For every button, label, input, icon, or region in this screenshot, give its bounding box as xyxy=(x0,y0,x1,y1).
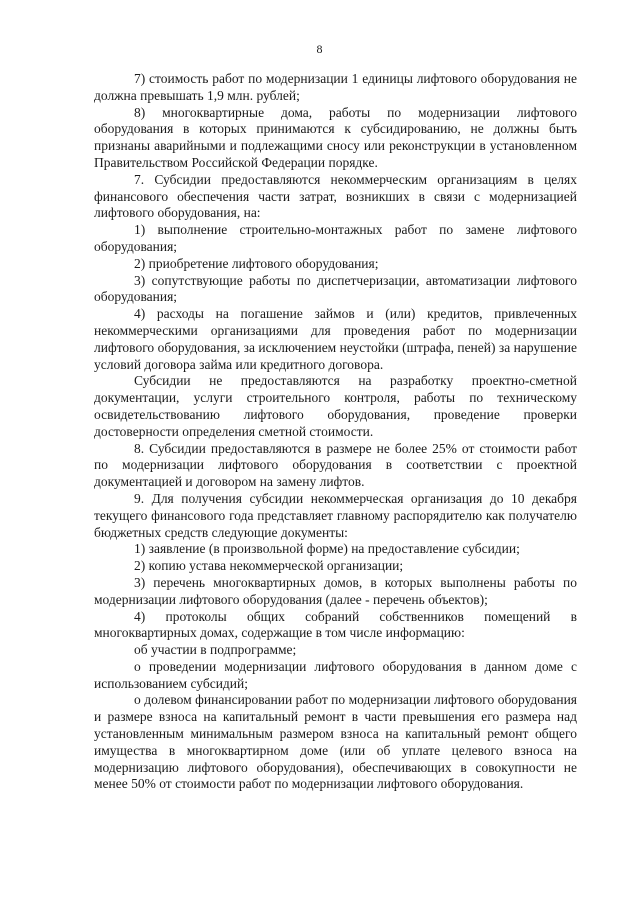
document-body xyxy=(94,71,577,793)
paragraph-info-modernization: о проведении модернизации лифтового оборудования в данном доме с использованием субсидий; xyxy=(94,658,577,691)
paragraph-section-7: 7. Субсидии предоставляются некоммерческим организациям в целях финансового обеспечения части затрат, возникших в связи с модернизацией лифтового оборудования, на: xyxy=(94,171,577,221)
paragraph-list-item-1: 1) выполнение строительно-монтажных работ по замене лифтового оборудования; xyxy=(94,222,577,254)
paragraph-list-item-4: 4) расходы на погашение займов и (или) кредитов, привлеченных некоммерческими организациями для проведения работ по модернизации лифтового оборудования, за исключением неустойки (штрафа, пеней) за нарушение условий договора займа или кредитного договора. xyxy=(94,306,577,372)
paragraph-info-cofinancing: о долевом финансировании работ по модернизации лифтового оборудования и размере взноса на капитальный ремонт в части превышения его размера над установленным минимальным размером взноса на капитальный ремонт общего имущества в многоквартирном доме (или об уплате целевого взноса на модернизацию лифтового оборудования), обеспечивающих в совокупности не менее 50% от стоимости работ по модернизации лифтового оборудования. xyxy=(94,692,577,792)
page-number: 8 xyxy=(316,42,323,56)
paragraph-list-item-3: 3) сопутствующие работы по диспетчеризации, автоматизации лифтового оборудования; xyxy=(94,272,577,305)
paragraph-item-8-emergency-houses: 8) многоквартирные дома, работы по модернизации лифтового оборудования в которых принимаются к субсидированию, не должны быть признаны аварийными и подлежащими сносу или реконструкции в установленном Правительством Российской Федерации порядке. xyxy=(94,104,577,170)
paragraph-doc-item-3: 3) перечень многоквартирных домов, в которых выполнены работы по модернизации лифтового оборудования (далее - перечень объектов); xyxy=(94,574,577,607)
paragraph-list-item-2: 2) приобретение лифтового оборудования; xyxy=(134,255,379,271)
paragraph-not-subsidized: Субсидии не предоставляются на разработку проектно-сметной документации, услуги строительного контроля, работы по техническому освидетельствованию лифтового оборудования, проведение проверки достоверности определения сметной стоимости. xyxy=(94,373,577,439)
paragraph-section-9: 9. Для получения субсидии некоммерческая организация до 10 декабря текущего финансового года представляет главному распорядителю как получателю бюджетных средств следующие документы: xyxy=(94,490,577,540)
paragraph-info-participation: об участии в подпрограмме; xyxy=(134,642,297,658)
paragraph-doc-item-2: 2) копию устава некоммерческой организации; xyxy=(134,558,404,574)
paragraph-doc-item-1: 1) заявление (в произвольной форме) на предоставление субсидии; xyxy=(134,541,520,557)
paragraph-item-7-cost-limit: 7) стоимость работ по модернизации 1 единицы лифтового оборудования не должна превышать 1,9 млн. рублей; xyxy=(94,71,577,103)
paragraph-section-8: 8. Субсидии предоставляются в размере не более 25% от стоимости работ по модернизации лифтового оборудования в соответствии с проектной документацией и договором на замену лифтов. xyxy=(94,440,577,490)
paragraph-doc-item-4: 4) протоколы общих собраний собственников помещений в многоквартирных домах, содержащие в том числе информацию: xyxy=(94,608,577,641)
